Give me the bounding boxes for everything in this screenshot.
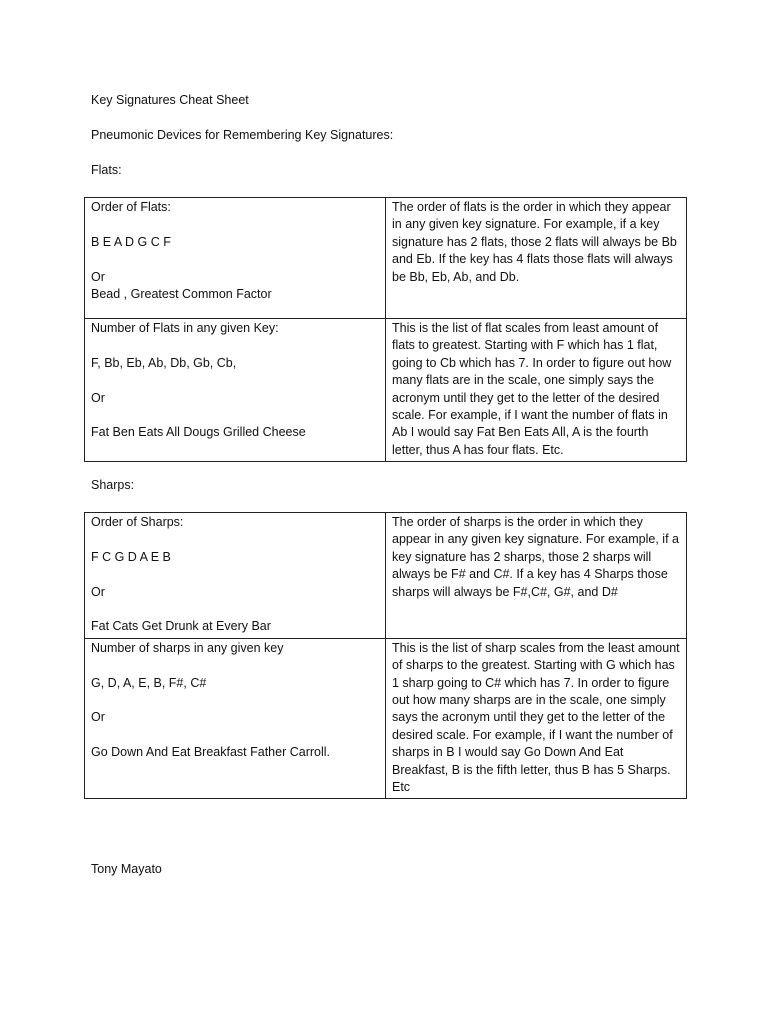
sharps-heading: Sharps: [91, 478, 135, 492]
flats-order-explanation [386, 198, 687, 319]
mnemonic-text: Go Down And Eat Breakfast Father Carroll. [91, 745, 330, 760]
row-label: Number of Flats in any given Key: [91, 321, 279, 335]
sharps-table [84, 512, 687, 799]
or-label: Or [91, 710, 105, 725]
explanation-text: The order of flats is the order in which they appear in any given key signature. For example, if a key signature has 2 flats, those 2 flats will always be Bb and Eb. If the key has 4 flats those flats will always be Bb, Eb, Ab, and Db. [392, 200, 677, 284]
or-label: Or [91, 269, 105, 284]
flats-order-cell [85, 198, 386, 319]
sharps-number-explanation [386, 638, 687, 799]
note-sequence: G, D, A, E, B, F#, C# [91, 675, 207, 690]
or-label: Or [91, 390, 105, 405]
mnemonic-text: Fat Cats Get Drunk at Every Bar [91, 619, 271, 634]
flats-number-cell [85, 319, 386, 462]
document-title: Key Signatures Cheat Sheet [91, 93, 249, 107]
explanation-text: The order of sharps is the order in which they appear in any given key signature. For example, if a key signature has 2 sharps, those 2 sharps will always be F# and C#. If a key has 4 Sharps those sharps will always be F#,C#, G#, and D# [392, 515, 679, 599]
note-sequence: F, Bb, Eb, Ab, Db, Gb, Cb, [91, 355, 237, 370]
flats-heading: Flats: [91, 163, 122, 177]
row-label: Number of sharps in any given key [91, 640, 284, 655]
row-label: Order of Flats: [91, 200, 171, 214]
or-label: Or [91, 584, 105, 599]
row-label: Order of Sharps: [91, 515, 184, 529]
flats-table [84, 197, 687, 462]
table-row [85, 319, 687, 462]
sharps-number-cell [85, 638, 386, 799]
author-name: Tony Mayato [91, 862, 162, 876]
mnemonic-text: Bead , Greatest Common Factor [91, 287, 272, 301]
sharps-order-explanation [386, 513, 687, 639]
table-row [85, 638, 687, 799]
sharps-order-cell [85, 513, 386, 639]
document-subtitle: Pneumonic Devices for Remembering Key Signatures: [91, 128, 394, 142]
note-sequence: B E A D G C F [91, 234, 171, 249]
explanation-text: This is the list of flat scales from least amount of flats to greatest. Starting with F which has 1 flat, going to Cb which has 7. In order to figure out how many flats are in the scale, one simply says the acronym until they get to the letter of the desired scale. For example, if I want the number of flats in Ab I would say Fat Ben Eats All, A is the fourth letter, thus A has four flats. Etc. [392, 321, 672, 457]
table-row [85, 513, 687, 639]
mnemonic-text: Fat Ben Eats All Dougs Grilled Cheese [91, 425, 306, 440]
flats-number-explanation [386, 319, 687, 462]
note-sequence: F C G D A E B [91, 549, 171, 564]
explanation-text: This is the list of sharp scales from the least amount of sharps to the greatest. Starting with G which has 1 sharp going to C# which has 7. In order to figure out how many sharps are in the scale, one simply says the acronym until they get to the letter of the desired scale. For example, if I want the number of sharps in B I would say Go Down And Eat Breakfast, B is the fifth letter, thus B has 5 Sharps. Etc [392, 640, 680, 795]
table-row [85, 198, 687, 319]
